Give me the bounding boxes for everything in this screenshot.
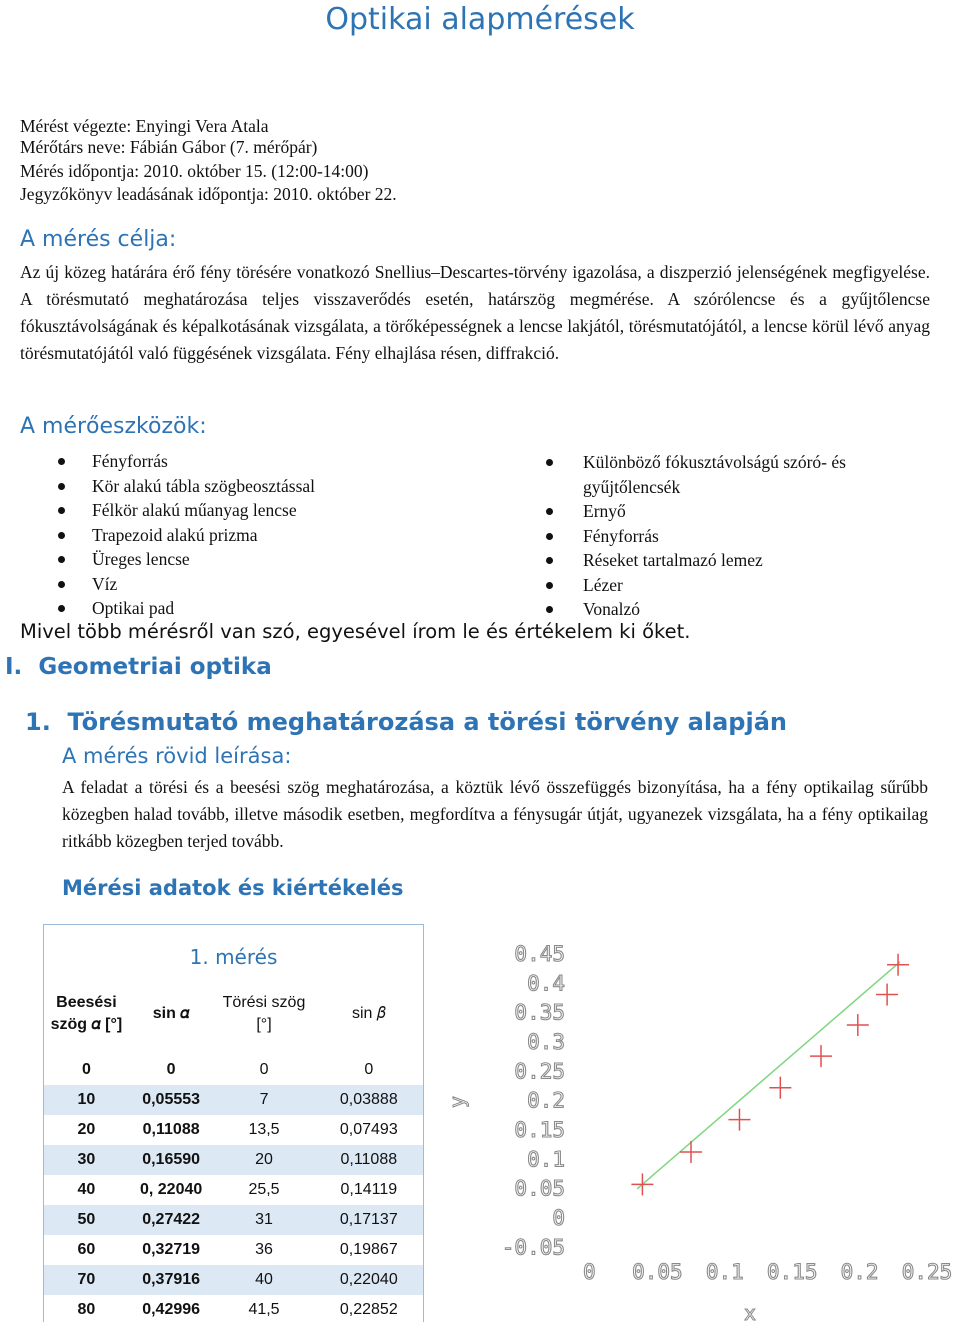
cell-refraction: 40 [213, 1265, 314, 1295]
fit-line-layer [637, 962, 900, 1189]
meta-partner: Mérőtárs neve: Fábián Gábor (7. mérőpár) [20, 137, 318, 157]
x-tick-label: 0.1 [705, 1260, 744, 1284]
y-tick-label: 0.4 [527, 971, 565, 996]
table-caption: 1. mérés [189, 945, 278, 969]
cell-sin-alpha: 0,42996 [129, 1295, 214, 1325]
bullet-icon [58, 458, 65, 465]
cell-refraction: 0 [213, 1055, 314, 1085]
cell-sin-alpha: 0,37916 [129, 1265, 214, 1295]
description-paragraph: A feladat a törési és a beesési szög meghatározása, a köztük lévő összefüggés bizonyítása, ha a fény optikailag sűrűbb közegben halad tovább, illetve második esetben, megfordítva a fénysugár útját, ugyanezek vizsgálata, ha a fény optikailag ritkább közegben terjed tovább. [62, 777, 928, 851]
header-incidence-angle: Beesési szög 𝛼 [°] [50, 994, 123, 1033]
subsection-title: Törésmutató meghatározása a törési törvény alapján [67, 708, 787, 736]
data-heading: Mérési adatok és kiértékelés [62, 876, 404, 900]
data-point [887, 954, 909, 976]
section-heading [5, 654, 272, 680]
x-axis-label: x [743, 1301, 757, 1325]
cell-sin-beta: 0,22040 [315, 1265, 423, 1295]
y-tick-label: 0.1 [527, 1147, 565, 1172]
x-axis-ticks [583, 1260, 952, 1284]
summary-text: Mivel több mérésről van szó, egyesével írom le és értékelem ki őket. [20, 620, 691, 643]
fit-line [637, 962, 900, 1189]
x-tick-label: 0 [583, 1260, 596, 1284]
x-tick-label: 0.25 [901, 1260, 953, 1284]
bullet-icon [546, 533, 553, 540]
cell-sin-beta: 0 [315, 1055, 423, 1085]
cell-incidence: 80 [44, 1295, 129, 1325]
bullet-icon [546, 582, 553, 589]
y-tick-label: 0.25 [514, 1059, 565, 1084]
bullet-icon [546, 459, 553, 466]
bullet-icon [546, 508, 553, 515]
cell-sin-alpha: 0,11088 [129, 1115, 214, 1145]
cell-refraction: 31 [213, 1205, 314, 1235]
equipment-list-left [20, 449, 510, 621]
table-row [44, 1115, 423, 1145]
y-tick-label: 0.15 [514, 1118, 565, 1142]
y-tick-label: 0.05 [514, 1176, 565, 1201]
list-item: Ernyő [543, 499, 903, 524]
table-row [44, 1235, 423, 1265]
y-tick-label: -0.05 [501, 1235, 565, 1260]
list-item: Különböző fókusztávolságú szóró- és gyűjtőlencsék [543, 450, 903, 499]
list-item: Vonalzó [543, 597, 903, 622]
cell-incidence: 50 [44, 1205, 129, 1235]
cell-sin-beta: 0,11088 [315, 1145, 423, 1175]
cell-refraction: 41,5 [213, 1295, 314, 1325]
cell-incidence: 0 [44, 1055, 129, 1085]
meta-performer: Mérést végezte: Enyingi Vera Atala [20, 116, 269, 136]
cell-incidence: 40 [44, 1175, 129, 1205]
equipment-heading: A mérőeszközök: [20, 414, 207, 439]
measurement-table-box [43, 924, 424, 1322]
cell-refraction: 13,5 [213, 1115, 314, 1145]
cell-sin-alpha: 0,16590 [129, 1145, 214, 1175]
cell-refraction: 7 [213, 1085, 314, 1115]
header-sin-alpha: sin 𝛼 [152, 1005, 190, 1022]
y-tick-label: 0 [552, 1206, 565, 1230]
table-row [44, 1145, 423, 1175]
list-item: Kör alakú tábla szögbeosztással [20, 474, 510, 499]
bullet-icon [58, 556, 65, 563]
table-row [44, 1265, 423, 1295]
table-row [44, 1205, 423, 1235]
description-heading: A mérés rövid leírása: [62, 744, 292, 768]
section-number: I. [5, 654, 23, 680]
section-title: Geometriai optika [38, 654, 272, 680]
table-row [44, 1085, 423, 1115]
cell-sin-beta: 0,14119 [315, 1175, 423, 1205]
cell-sin-alpha: 0,32719 [129, 1235, 214, 1265]
y-tick-label: 0.45 [514, 942, 565, 966]
meta-submission: Jegyzőkönyv leadásának időpontja: 2010. október 22. [20, 184, 397, 204]
list-item: Üreges lencse [20, 547, 510, 572]
list-item: Réseket tartalmazó lemez [543, 548, 903, 573]
table-body [44, 1055, 423, 1325]
data-point [769, 1077, 791, 1099]
list-item: Optikai pad [20, 596, 510, 621]
x-tick-label: 0.05 [632, 1260, 683, 1284]
data-point [728, 1109, 750, 1131]
x-tick-label: 0.2 [840, 1260, 879, 1284]
aim-heading: A mérés célja: [20, 227, 177, 252]
bullet-icon [58, 483, 65, 490]
list-item: Félkör alakú műanyag lencse [20, 498, 510, 523]
bullet-icon [58, 605, 65, 612]
y-axis-label: y [445, 1095, 469, 1109]
y-tick-label: 0.3 [527, 1030, 565, 1054]
x-tick-label: 0.15 [766, 1260, 818, 1284]
table-row [44, 1055, 423, 1085]
bullet-icon [58, 581, 65, 588]
list-item: Fényforrás [543, 524, 903, 549]
cell-sin-beta: 0,17137 [315, 1205, 423, 1235]
cell-sin-alpha: 0 [129, 1055, 214, 1085]
list-item: Víz [20, 572, 510, 597]
bullet-icon [58, 507, 65, 514]
aim-paragraph: Az új közeg határára érő fény törésére vonatkozó Snellius–Descartes-törvény igazolása, a diszperzió jelenségének megfigyelése. A törésmutató meghatározása teljes visszaverődés esetén, határszög megmérése. A szórólencse és a gyűjtőlencse fókusztávolságának és képalkotásának vizsgálata, a törőképességnek a lencse lakjától, törésmutatójától, a lencse körül lévő anyag törésmutatójától való függésének vizsgálata. Fény elhajlása résen, diffrakció. [20, 262, 930, 363]
data-point [680, 1141, 702, 1163]
meta-date: Mérés időpontja: 2010. október 15. (12:00-14:00) [20, 161, 369, 181]
cell-sin-beta: 0,03888 [315, 1085, 423, 1115]
cell-sin-beta: 0,07493 [315, 1115, 423, 1145]
cell-incidence: 30 [44, 1145, 129, 1175]
table-row [44, 1175, 423, 1205]
data-point [876, 984, 898, 1006]
list-item: Lézer [543, 573, 903, 598]
subsection-number: 1. [25, 708, 51, 736]
cell-refraction: 25,5 [213, 1175, 314, 1205]
bullet-icon [546, 606, 553, 613]
subsection-heading [25, 708, 787, 736]
list-item: Trapezoid alakú prizma [20, 523, 510, 548]
cell-refraction: 20 [213, 1145, 314, 1175]
cell-sin-alpha: 0,27422 [129, 1205, 214, 1235]
cell-sin-beta: 0,22852 [315, 1295, 423, 1325]
cell-sin-alpha: 0,05553 [129, 1085, 214, 1115]
cell-incidence: 60 [44, 1235, 129, 1265]
cell-sin-beta: 0,19867 [315, 1235, 423, 1265]
table-row [44, 1295, 423, 1325]
y-tick-label: 0.35 [514, 1000, 565, 1025]
header-sin-beta: sin 𝛽 [351, 1005, 386, 1022]
cell-incidence: 20 [44, 1115, 129, 1145]
data-point [847, 1014, 869, 1036]
y-axis-ticks [502, 942, 565, 1259]
cell-incidence: 70 [44, 1265, 129, 1295]
document-title: Optikai alapmérések [325, 2, 635, 37]
cell-incidence: 10 [44, 1085, 129, 1115]
data-point [810, 1045, 832, 1067]
equipment-list-right [543, 450, 903, 622]
cell-refraction: 36 [213, 1235, 314, 1265]
bullet-icon [546, 557, 553, 564]
header-refraction-angle: Törési szög [°] [222, 994, 306, 1033]
y-tick-label: 0.2 [527, 1088, 565, 1113]
cell-sin-alpha: 0, 22040 [129, 1175, 214, 1205]
measurement-table [44, 973, 423, 1325]
scatter-chart [440, 930, 960, 1327]
list-item: Fényforrás [20, 449, 510, 474]
bullet-icon [58, 532, 65, 539]
